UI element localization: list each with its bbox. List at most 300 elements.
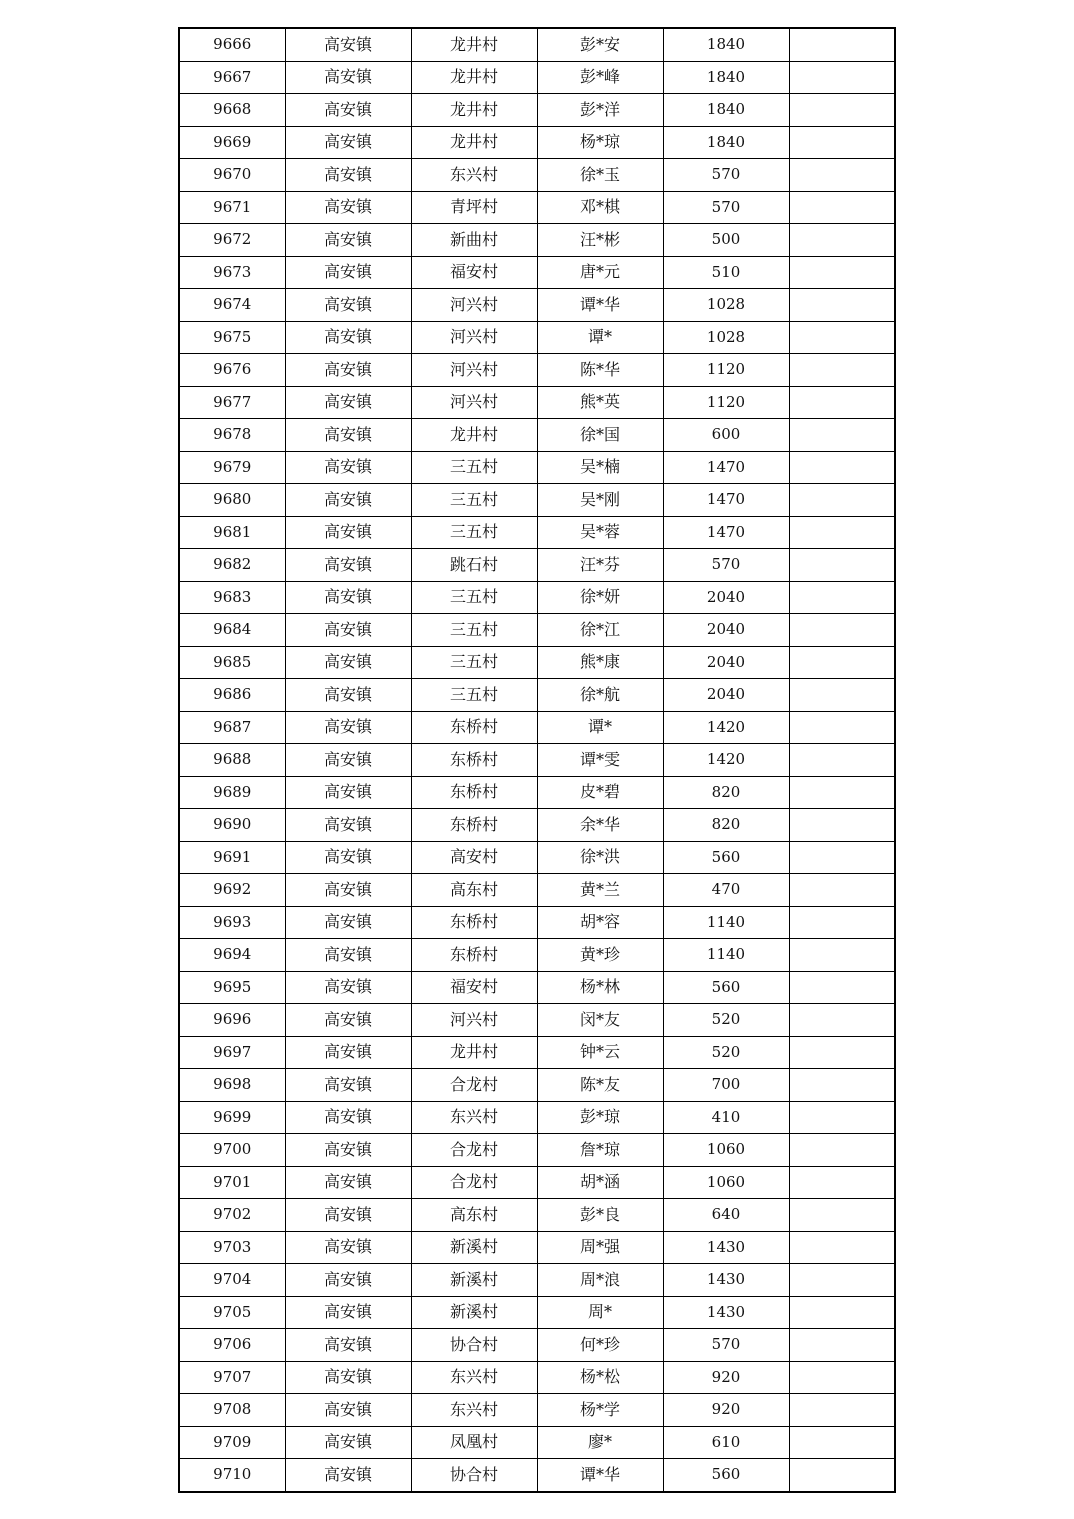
- amount-cell: 520: [663, 1004, 789, 1037]
- table-row: [179, 516, 895, 549]
- table-row: [179, 451, 895, 484]
- row-number-cell: 9679: [179, 451, 285, 484]
- village-cell: 青坪村: [411, 191, 537, 224]
- table-row: [179, 776, 895, 809]
- village-cell: 合龙村: [411, 1166, 537, 1199]
- table-row: [179, 581, 895, 614]
- village-cell: 东兴村: [411, 159, 537, 192]
- name-cell: 徐*玉: [537, 159, 663, 192]
- amount-cell: 600: [663, 419, 789, 452]
- row-number-cell: 9697: [179, 1036, 285, 1069]
- name-cell: 詹*琼: [537, 1134, 663, 1167]
- name-cell: 徐*国: [537, 419, 663, 452]
- table-row: [179, 874, 895, 907]
- amount-cell: 1470: [663, 451, 789, 484]
- amount-cell: 1140: [663, 906, 789, 939]
- remark-cell: [789, 1296, 895, 1329]
- name-cell: 黄*兰: [537, 874, 663, 907]
- table-row: [179, 159, 895, 192]
- row-number-cell: 9674: [179, 289, 285, 322]
- town-cell: 高安镇: [285, 289, 411, 322]
- village-cell: 跳石村: [411, 549, 537, 582]
- town-cell: 高安镇: [285, 841, 411, 874]
- village-cell: 河兴村: [411, 354, 537, 387]
- row-number-cell: 9696: [179, 1004, 285, 1037]
- name-cell: 徐*妍: [537, 581, 663, 614]
- village-cell: 新溪村: [411, 1264, 537, 1297]
- name-cell: 周*: [537, 1296, 663, 1329]
- amount-cell: 570: [663, 191, 789, 224]
- row-number-cell: 9693: [179, 906, 285, 939]
- name-cell: 汪*彬: [537, 224, 663, 257]
- table-row: [179, 549, 895, 582]
- remark-cell: [789, 939, 895, 972]
- table-row: [179, 61, 895, 94]
- name-cell: 杨*林: [537, 971, 663, 1004]
- table-row: [179, 1264, 895, 1297]
- remark-cell: [789, 549, 895, 582]
- amount-cell: 820: [663, 776, 789, 809]
- village-cell: 三五村: [411, 451, 537, 484]
- amount-cell: 1430: [663, 1231, 789, 1264]
- name-cell: 何*珍: [537, 1329, 663, 1362]
- town-cell: 高安镇: [285, 484, 411, 517]
- amount-cell: 1430: [663, 1296, 789, 1329]
- subsidy-table: [178, 27, 896, 1493]
- amount-cell: 1840: [663, 61, 789, 94]
- town-cell: 高安镇: [285, 1199, 411, 1232]
- amount-cell: 560: [663, 1459, 789, 1492]
- name-cell: 余*华: [537, 809, 663, 842]
- remark-cell: [789, 321, 895, 354]
- remark-cell: [789, 516, 895, 549]
- village-cell: 三五村: [411, 614, 537, 647]
- name-cell: 汪*芬: [537, 549, 663, 582]
- remark-cell: [789, 419, 895, 452]
- name-cell: 吴*刚: [537, 484, 663, 517]
- remark-cell: [789, 1394, 895, 1427]
- amount-cell: 1028: [663, 289, 789, 322]
- table-row: [179, 1199, 895, 1232]
- row-number-cell: 9706: [179, 1329, 285, 1362]
- village-cell: 龙井村: [411, 94, 537, 127]
- town-cell: 高安镇: [285, 939, 411, 972]
- remark-cell: [789, 61, 895, 94]
- name-cell: 胡*涵: [537, 1166, 663, 1199]
- row-number-cell: 9688: [179, 744, 285, 777]
- remark-cell: [789, 1166, 895, 1199]
- remark-cell: [789, 711, 895, 744]
- town-cell: 高安镇: [285, 321, 411, 354]
- table-row: [179, 419, 895, 452]
- village-cell: 三五村: [411, 516, 537, 549]
- remark-cell: [789, 159, 895, 192]
- name-cell: 彭*良: [537, 1199, 663, 1232]
- name-cell: 谭*雯: [537, 744, 663, 777]
- amount-cell: 1120: [663, 386, 789, 419]
- remark-cell: [789, 906, 895, 939]
- town-cell: 高安镇: [285, 1166, 411, 1199]
- remark-cell: [789, 1459, 895, 1492]
- row-number-cell: 9670: [179, 159, 285, 192]
- row-number-cell: 9681: [179, 516, 285, 549]
- village-cell: 东桥村: [411, 744, 537, 777]
- row-number-cell: 9673: [179, 256, 285, 289]
- town-cell: 高安镇: [285, 1394, 411, 1427]
- table-row: [179, 354, 895, 387]
- town-cell: 高安镇: [285, 1134, 411, 1167]
- table-row: [179, 1394, 895, 1427]
- row-number-cell: 9701: [179, 1166, 285, 1199]
- town-cell: 高安镇: [285, 744, 411, 777]
- town-cell: 高安镇: [285, 1036, 411, 1069]
- amount-cell: 1840: [663, 94, 789, 127]
- amount-cell: 1420: [663, 711, 789, 744]
- town-cell: 高安镇: [285, 28, 411, 61]
- amount-cell: 1420: [663, 744, 789, 777]
- town-cell: 高安镇: [285, 451, 411, 484]
- table-row: [179, 1296, 895, 1329]
- table-row: [179, 646, 895, 679]
- table-row: [179, 1166, 895, 1199]
- amount-cell: 2040: [663, 679, 789, 712]
- town-cell: 高安镇: [285, 679, 411, 712]
- village-cell: 新溪村: [411, 1231, 537, 1264]
- remark-cell: [789, 1036, 895, 1069]
- village-cell: 协合村: [411, 1329, 537, 1362]
- table-row: [179, 1231, 895, 1264]
- table-row: [179, 289, 895, 322]
- remark-cell: [789, 451, 895, 484]
- table-row: [179, 744, 895, 777]
- town-cell: 高安镇: [285, 874, 411, 907]
- town-cell: 高安镇: [285, 809, 411, 842]
- remark-cell: [789, 874, 895, 907]
- village-cell: 高东村: [411, 874, 537, 907]
- town-cell: 高安镇: [285, 419, 411, 452]
- village-cell: 三五村: [411, 679, 537, 712]
- name-cell: 熊*康: [537, 646, 663, 679]
- remark-cell: [789, 614, 895, 647]
- row-number-cell: 9687: [179, 711, 285, 744]
- amount-cell: 2040: [663, 646, 789, 679]
- row-number-cell: 9666: [179, 28, 285, 61]
- amount-cell: 1430: [663, 1264, 789, 1297]
- amount-cell: 560: [663, 841, 789, 874]
- table-row: [179, 224, 895, 257]
- table-row: [179, 939, 895, 972]
- remark-cell: [789, 776, 895, 809]
- town-cell: 高安镇: [285, 1329, 411, 1362]
- row-number-cell: 9684: [179, 614, 285, 647]
- amount-cell: 470: [663, 874, 789, 907]
- village-cell: 龙井村: [411, 126, 537, 159]
- village-cell: 三五村: [411, 484, 537, 517]
- row-number-cell: 9676: [179, 354, 285, 387]
- name-cell: 谭*华: [537, 1459, 663, 1492]
- row-number-cell: 9683: [179, 581, 285, 614]
- name-cell: 杨*学: [537, 1394, 663, 1427]
- amount-cell: 410: [663, 1101, 789, 1134]
- remark-cell: [789, 28, 895, 61]
- table-row: [179, 1361, 895, 1394]
- remark-cell: [789, 1069, 895, 1102]
- table-row: [179, 1036, 895, 1069]
- table-row: [179, 28, 895, 61]
- amount-cell: 1840: [663, 28, 789, 61]
- town-cell: 高安镇: [285, 224, 411, 257]
- table-row: [179, 1004, 895, 1037]
- amount-cell: 1060: [663, 1166, 789, 1199]
- row-number-cell: 9710: [179, 1459, 285, 1492]
- name-cell: 杨*琼: [537, 126, 663, 159]
- town-cell: 高安镇: [285, 906, 411, 939]
- town-cell: 高安镇: [285, 159, 411, 192]
- town-cell: 高安镇: [285, 256, 411, 289]
- name-cell: 杨*松: [537, 1361, 663, 1394]
- table-row: [179, 1101, 895, 1134]
- remark-cell: [789, 1426, 895, 1459]
- remark-cell: [789, 256, 895, 289]
- table-row: [179, 484, 895, 517]
- village-cell: 三五村: [411, 581, 537, 614]
- town-cell: 高安镇: [285, 1264, 411, 1297]
- village-cell: 龙井村: [411, 61, 537, 94]
- village-cell: 东桥村: [411, 906, 537, 939]
- village-cell: 合龙村: [411, 1069, 537, 1102]
- village-cell: 东桥村: [411, 809, 537, 842]
- amount-cell: 520: [663, 1036, 789, 1069]
- remark-cell: [789, 679, 895, 712]
- town-cell: 高安镇: [285, 1004, 411, 1037]
- amount-cell: 610: [663, 1426, 789, 1459]
- row-number-cell: 9698: [179, 1069, 285, 1102]
- town-cell: 高安镇: [285, 1426, 411, 1459]
- amount-cell: 920: [663, 1394, 789, 1427]
- row-number-cell: 9686: [179, 679, 285, 712]
- remark-cell: [789, 1199, 895, 1232]
- table-body: [179, 28, 895, 1492]
- remark-cell: [789, 1134, 895, 1167]
- remark-cell: [789, 1329, 895, 1362]
- remark-cell: [789, 1004, 895, 1037]
- table-row: [179, 1459, 895, 1492]
- remark-cell: [789, 646, 895, 679]
- town-cell: 高安镇: [285, 614, 411, 647]
- amount-cell: 560: [663, 971, 789, 1004]
- village-cell: 凤凰村: [411, 1426, 537, 1459]
- row-number-cell: 9702: [179, 1199, 285, 1232]
- town-cell: 高安镇: [285, 1231, 411, 1264]
- town-cell: 高安镇: [285, 971, 411, 1004]
- row-number-cell: 9675: [179, 321, 285, 354]
- amount-cell: 1470: [663, 484, 789, 517]
- row-number-cell: 9705: [179, 1296, 285, 1329]
- name-cell: 邓*棋: [537, 191, 663, 224]
- name-cell: 谭*: [537, 711, 663, 744]
- row-number-cell: 9682: [179, 549, 285, 582]
- amount-cell: 1120: [663, 354, 789, 387]
- remark-cell: [789, 354, 895, 387]
- table-row: [179, 841, 895, 874]
- table-row: [179, 191, 895, 224]
- name-cell: 闵*友: [537, 1004, 663, 1037]
- row-number-cell: 9703: [179, 1231, 285, 1264]
- table-row: [179, 1329, 895, 1362]
- remark-cell: [789, 744, 895, 777]
- town-cell: 高安镇: [285, 776, 411, 809]
- name-cell: 陈*友: [537, 1069, 663, 1102]
- village-cell: 高安村: [411, 841, 537, 874]
- town-cell: 高安镇: [285, 1296, 411, 1329]
- village-cell: 新曲村: [411, 224, 537, 257]
- town-cell: 高安镇: [285, 354, 411, 387]
- town-cell: 高安镇: [285, 549, 411, 582]
- name-cell: 熊*英: [537, 386, 663, 419]
- remark-cell: [789, 386, 895, 419]
- town-cell: 高安镇: [285, 191, 411, 224]
- amount-cell: 500: [663, 224, 789, 257]
- row-number-cell: 9700: [179, 1134, 285, 1167]
- village-cell: 河兴村: [411, 289, 537, 322]
- village-cell: 东兴村: [411, 1361, 537, 1394]
- name-cell: 谭*: [537, 321, 663, 354]
- amount-cell: 2040: [663, 581, 789, 614]
- village-cell: 福安村: [411, 971, 537, 1004]
- name-cell: 徐*航: [537, 679, 663, 712]
- name-cell: 黄*珍: [537, 939, 663, 972]
- town-cell: 高安镇: [285, 581, 411, 614]
- village-cell: 东桥村: [411, 939, 537, 972]
- village-cell: 东桥村: [411, 711, 537, 744]
- amount-cell: 2040: [663, 614, 789, 647]
- remark-cell: [789, 1361, 895, 1394]
- village-cell: 高东村: [411, 1199, 537, 1232]
- name-cell: 皮*碧: [537, 776, 663, 809]
- name-cell: 陈*华: [537, 354, 663, 387]
- village-cell: 东兴村: [411, 1101, 537, 1134]
- name-cell: 彭*安: [537, 28, 663, 61]
- row-number-cell: 9704: [179, 1264, 285, 1297]
- table-row: [179, 386, 895, 419]
- remark-cell: [789, 126, 895, 159]
- table-row: [179, 126, 895, 159]
- village-cell: 龙井村: [411, 1036, 537, 1069]
- name-cell: 徐*洪: [537, 841, 663, 874]
- row-number-cell: 9668: [179, 94, 285, 127]
- row-number-cell: 9677: [179, 386, 285, 419]
- remark-cell: [789, 289, 895, 322]
- row-number-cell: 9699: [179, 1101, 285, 1134]
- remark-cell: [789, 841, 895, 874]
- row-number-cell: 9709: [179, 1426, 285, 1459]
- town-cell: 高安镇: [285, 1069, 411, 1102]
- row-number-cell: 9678: [179, 419, 285, 452]
- town-cell: 高安镇: [285, 711, 411, 744]
- row-number-cell: 9669: [179, 126, 285, 159]
- table-row: [179, 94, 895, 127]
- name-cell: 唐*元: [537, 256, 663, 289]
- row-number-cell: 9694: [179, 939, 285, 972]
- town-cell: 高安镇: [285, 1101, 411, 1134]
- name-cell: 周*强: [537, 1231, 663, 1264]
- amount-cell: 920: [663, 1361, 789, 1394]
- amount-cell: 570: [663, 1329, 789, 1362]
- table-row: [179, 614, 895, 647]
- row-number-cell: 9690: [179, 809, 285, 842]
- amount-cell: 1840: [663, 126, 789, 159]
- town-cell: 高安镇: [285, 126, 411, 159]
- table-row: [179, 971, 895, 1004]
- row-number-cell: 9685: [179, 646, 285, 679]
- town-cell: 高安镇: [285, 61, 411, 94]
- row-number-cell: 9691: [179, 841, 285, 874]
- amount-cell: 570: [663, 549, 789, 582]
- row-number-cell: 9680: [179, 484, 285, 517]
- row-number-cell: 9672: [179, 224, 285, 257]
- amount-cell: 1140: [663, 939, 789, 972]
- table-row: [179, 1134, 895, 1167]
- amount-cell: 820: [663, 809, 789, 842]
- table-row: [179, 809, 895, 842]
- name-cell: 胡*容: [537, 906, 663, 939]
- remark-cell: [789, 971, 895, 1004]
- name-cell: 彭*洋: [537, 94, 663, 127]
- remark-cell: [789, 94, 895, 127]
- remark-cell: [789, 1264, 895, 1297]
- village-cell: 龙井村: [411, 419, 537, 452]
- table-row: [179, 321, 895, 354]
- table-row: [179, 256, 895, 289]
- village-cell: 河兴村: [411, 1004, 537, 1037]
- row-number-cell: 9667: [179, 61, 285, 94]
- table-row: [179, 679, 895, 712]
- village-cell: 东桥村: [411, 776, 537, 809]
- amount-cell: 1028: [663, 321, 789, 354]
- name-cell: 彭*琼: [537, 1101, 663, 1134]
- remark-cell: [789, 581, 895, 614]
- name-cell: 谭*华: [537, 289, 663, 322]
- village-cell: 新溪村: [411, 1296, 537, 1329]
- amount-cell: 510: [663, 256, 789, 289]
- name-cell: 周*浪: [537, 1264, 663, 1297]
- remark-cell: [789, 484, 895, 517]
- town-cell: 高安镇: [285, 1459, 411, 1492]
- village-cell: 三五村: [411, 646, 537, 679]
- name-cell: 廖*: [537, 1426, 663, 1459]
- name-cell: 吴*楠: [537, 451, 663, 484]
- table-row: [179, 906, 895, 939]
- village-cell: 协合村: [411, 1459, 537, 1492]
- table-row: [179, 711, 895, 744]
- amount-cell: 1470: [663, 516, 789, 549]
- name-cell: 吴*蓉: [537, 516, 663, 549]
- village-cell: 合龙村: [411, 1134, 537, 1167]
- row-number-cell: 9707: [179, 1361, 285, 1394]
- amount-cell: 640: [663, 1199, 789, 1232]
- row-number-cell: 9671: [179, 191, 285, 224]
- village-cell: 河兴村: [411, 386, 537, 419]
- village-cell: 福安村: [411, 256, 537, 289]
- village-cell: 龙井村: [411, 28, 537, 61]
- village-cell: 河兴村: [411, 321, 537, 354]
- remark-cell: [789, 191, 895, 224]
- remark-cell: [789, 809, 895, 842]
- town-cell: 高安镇: [285, 516, 411, 549]
- town-cell: 高安镇: [285, 94, 411, 127]
- name-cell: 徐*江: [537, 614, 663, 647]
- village-cell: 东兴村: [411, 1394, 537, 1427]
